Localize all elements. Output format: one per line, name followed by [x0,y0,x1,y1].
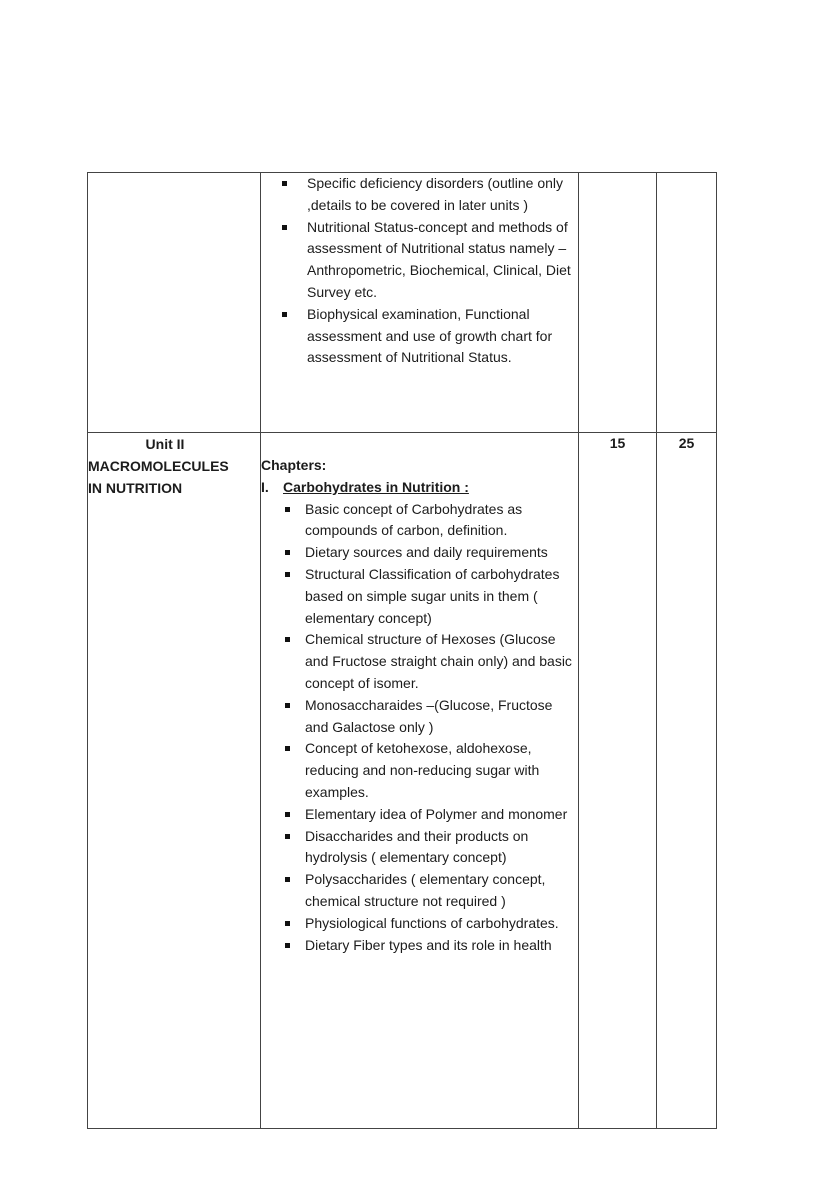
list-item: Nutritional Status-concept and methods of assessment of Nutritional status namely – Anthropometric, Biochemical, Clinical, Diet Survey etc. [261,217,578,304]
chapter-title-text: Carbohydrates in Nutrition : [283,478,469,495]
chapters-heading: Chapters: [261,457,327,473]
marks-value: 25 [657,433,717,1129]
list-item: Specific deficiency disorders (outline only ,details to be covered in later units ) [261,173,578,217]
lectures-value: 15 [579,433,657,1129]
list-item: Structural Classification of carbohydrates based on simple sugar units in them ( elementary concept) [261,564,578,629]
list-item: Dietary sources and daily requirements [261,542,578,564]
unit-label: Unit II [145,436,185,452]
table-row [88,173,717,433]
content-cell [261,173,579,433]
list-item: Concept of ketohexose, aldohexose, reducing and non-reducing sugar with examples. [261,738,578,803]
unit-cell-empty [88,173,261,433]
list-item: Elementary idea of Polymer and monomer [261,804,578,826]
bullet-list [261,173,578,369]
syllabus-table [87,172,717,1129]
list-item: Polysaccharides ( elementary concept, chemical structure not required ) [261,869,578,913]
list-item: Disaccharides and their products on hydrolysis ( elementary concept) [261,826,578,870]
content-cell [261,433,579,1129]
value-cell-empty [579,173,657,433]
list-item: Monosaccharaides –(Glucose, Fructose and Galactose only ) [261,695,578,739]
table-row [88,433,717,1129]
bullet-list [261,499,578,957]
chapter-number: I. [261,478,269,495]
unit-cell [88,433,261,1129]
list-item: Physiological functions of carbohydrates. [261,913,578,935]
list-item: Biophysical examination, Functional assessment and use of growth chart for assessment of Nutritional Status. [261,304,578,369]
list-item: Chemical structure of Hexoses (Glucose and Fructose straight chain only) and basic concept of isomer. [261,629,578,694]
unit-title-line: MACROMOLECULES [88,458,229,474]
chapter-title [261,477,578,499]
value-cell-empty [657,173,717,433]
unit-title-line: IN NUTRITION [88,480,183,496]
list-item: Dietary Fiber types and its role in health [261,935,578,957]
list-item: Basic concept of Carbohydrates as compounds of carbon, definition. [261,499,578,543]
